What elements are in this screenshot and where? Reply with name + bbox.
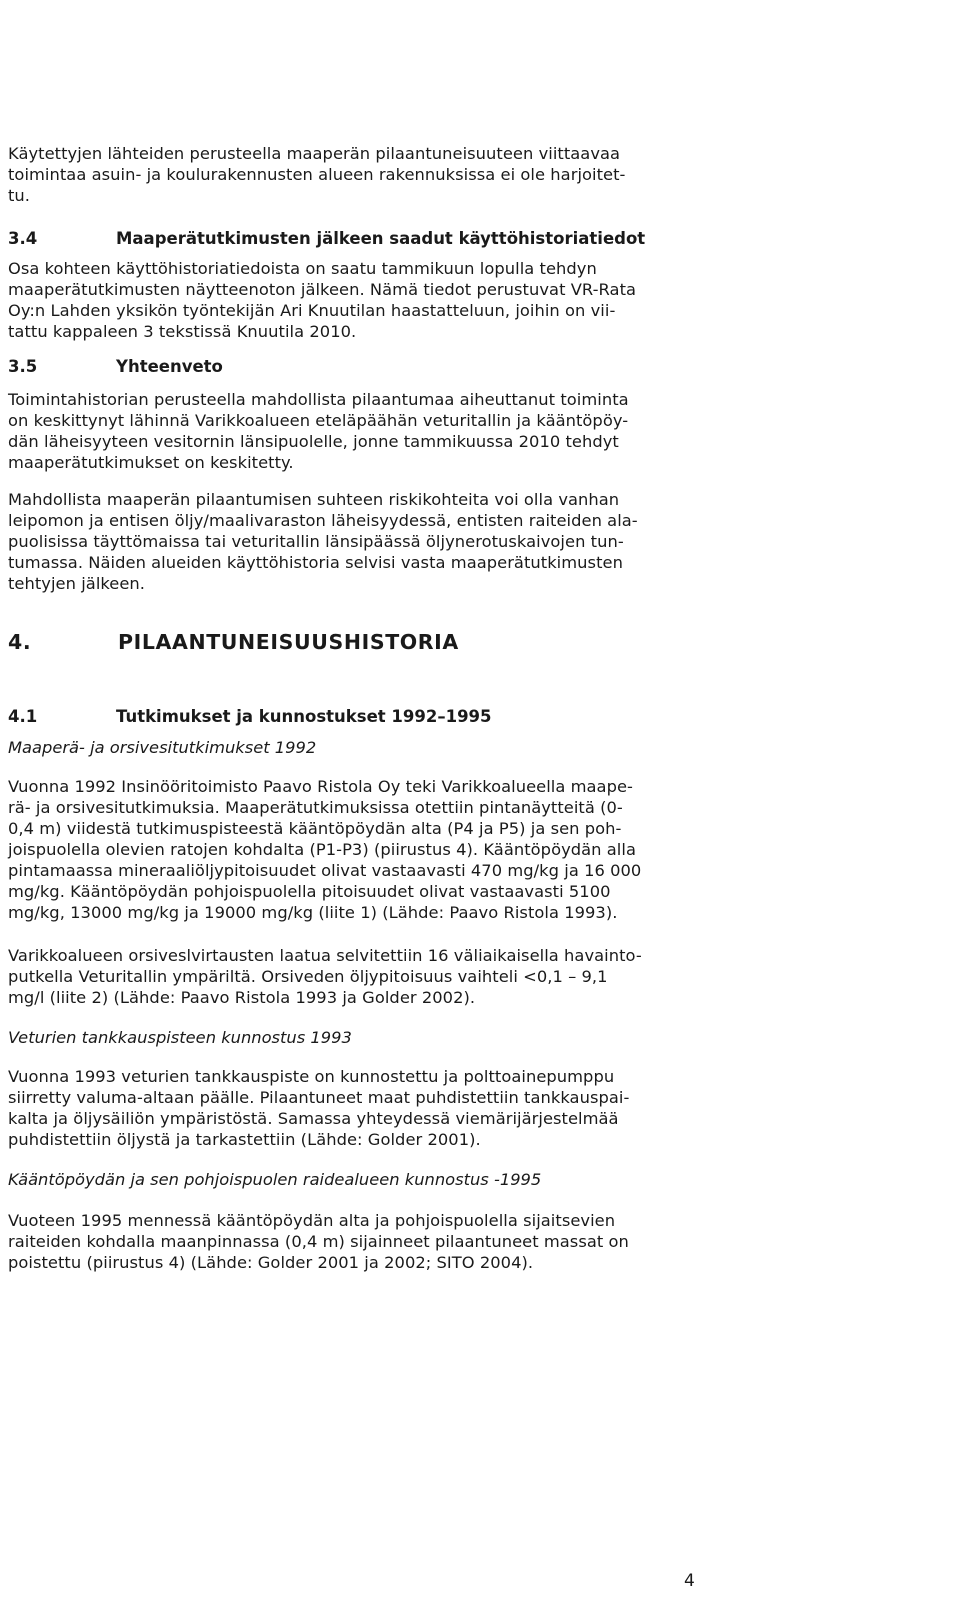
subheading-turntable-1995: Kääntöpöydän ja sen pohjoispuolen raidealueen kunnostus -1995 [8,1170,542,1189]
section-heading-4-1 [8,707,492,726]
text-line: 0,4 m) viidestä tutkimuspisteestä kääntöpöydän alta (P4 ja P5) ja sen poh- [8,819,622,838]
text-line: puolisissa täyttömaissa tai veturitallin länsipäässä öljynerotuskaivojen tun- [8,532,624,551]
section-title: Tutkimukset ja kunnostukset 1992–1995 [116,707,492,726]
text-line: toimintaa asuin- ja koulurakennusten alueen rakennuksissa ei ole harjoitet- [8,165,626,184]
section-heading-3-4 [8,229,645,248]
text-line: Käytettyjen lähteiden perusteella maaperän pilaantuneisuuteen viittaavaa [8,144,621,163]
text-line: on keskittynyt lähinnä Varikkoalueen eteläpäähän veturitallin ja kääntöpöy- [8,411,629,430]
text-line: mg/l (liite 2) (Lähde: Paavo Ristola 1993 ja Golder 2002). [8,988,476,1007]
paragraph-refueling [8,1066,703,1150]
text-line: Vuonna 1992 Insinööritoimisto Paavo Ristola Oy teki Varikkoalueella maape- [8,777,633,796]
text-line: puhdistettiin öljystä ja tarkastettiin (Lähde: Golder 2001). [8,1130,481,1149]
text-line: mg/kg, 13000 mg/kg ja 19000 mg/kg (liite 1) (Lähde: Paavo Ristola 1993). [8,903,618,922]
text-line: tu. [8,186,31,205]
page-number: 4 [684,1571,695,1591]
text-line: Mahdollista maaperän pilaantumisen suhteen riskikohteita voi olla vanhan [8,490,620,509]
section-number: 3.5 [8,357,38,376]
subheading-soil-studies-1992: Maaperä- ja orsivesitutkimukset 1992 [8,738,317,757]
text-line: tattu kappaleen 3 tekstissä Knuutila 2010. [8,322,357,341]
section-number: 4.1 [8,707,38,726]
text-line: dän läheisyyteen vesitornin länsipuolelle, jonne tammikuussa 2010 tehdyt [8,432,619,451]
text-line: Vuoteen 1995 mennessä kääntöpöydän alta ja pohjoispuolella sijaitsevien [8,1211,616,1230]
text-line: Oy:n Lahden yksikön työntekijän Ari Knuutilan haastatteluun, joihin on vii- [8,301,616,320]
chapter-title: PILAANTUNEISUUSHISTORIA [118,630,459,654]
paragraph-summary [8,389,703,473]
section-title: Maaperätutkimusten jälkeen saadut käyttöhistoriatiedot [116,229,646,248]
paragraph-risk-sites [8,489,703,594]
chapter-number: 4. [8,630,32,654]
subheading-refueling-1993: Veturien tankkauspisteen kunnostus 1993 [8,1028,352,1047]
text-line: rä- ja orsivesitutkimuksia. Maaperätutkimuksissa otettiin pintanäytteitä (0- [8,798,623,817]
text-line: Osa kohteen käyttöhistoriatiedoista on saatu tammikuun lopulla tehdyn [8,259,597,278]
chapter-heading-4 [8,630,459,654]
text-line: maaperätutkimusten näytteenoton jälkeen. Nämä tiedot perustuvat VR-Rata [8,280,637,299]
paragraph-soil-studies [8,776,703,923]
text-line: Vuonna 1993 veturien tankkauspiste on kunnostettu ja polttoainepumppu [8,1067,615,1086]
text-line: Toimintahistorian perusteella mahdollista pilaantumaa aiheuttanut toiminta [8,390,629,409]
text-line: mg/kg. Kääntöpöydän pohjoispuolella pitoisuudet olivat vastaavasti 5100 [8,882,611,901]
paragraph-groundwater [8,945,703,1008]
text-line: maaperätutkimukset on keskitetty. [8,453,294,472]
text-line: tehtyjen jälkeen. [8,574,146,593]
text-line: pintamaassa mineraaliöljypitoisuudet olivat vastaavasti 470 mg/kg ja 16 000 [8,861,642,880]
text-line: leipomon ja entisen öljy/maalivaraston läheisyydessä, entisten raiteiden ala- [8,511,638,530]
text-line: Varikkoalueen orsiveslvirtausten laatua selvitettiin 16 väliaikaisella havainto- [8,946,642,965]
text-line: siirretty valuma-altaan päälle. Pilaantuneet maat puhdistettiin tankkauspai- [8,1088,630,1107]
paragraph-turntable [8,1210,703,1273]
paragraph-sources [8,143,703,206]
section-heading-3-5 [8,357,223,376]
text-line: kalta ja öljysäiliön ympäristöstä. Samassa yhteydessä viemärijärjestelmää [8,1109,619,1128]
text-line: putkella Veturitallin ympäriltä. Orsiveden öljypitoisuus vaihteli <0,1 – 9,1 [8,967,608,986]
text-line: joispuolella olevien ratojen kohdalta (P1-P3) (piirustus 4). Kääntöpöydän alla [8,840,636,859]
text-line: tumassa. Näiden alueiden käyttöhistoria selvisi vasta maaperätutkimusten [8,553,623,572]
section-number: 3.4 [8,229,38,248]
text-line: raiteiden kohdalla maanpinnassa (0,4 m) sijainneet pilaantuneet massat on [8,1232,629,1251]
section-title: Yhteenveto [116,357,223,376]
text-line: poistettu (piirustus 4) (Lähde: Golder 2001 ja 2002; SITO 2004). [8,1253,534,1272]
paragraph-history-info [8,258,703,342]
